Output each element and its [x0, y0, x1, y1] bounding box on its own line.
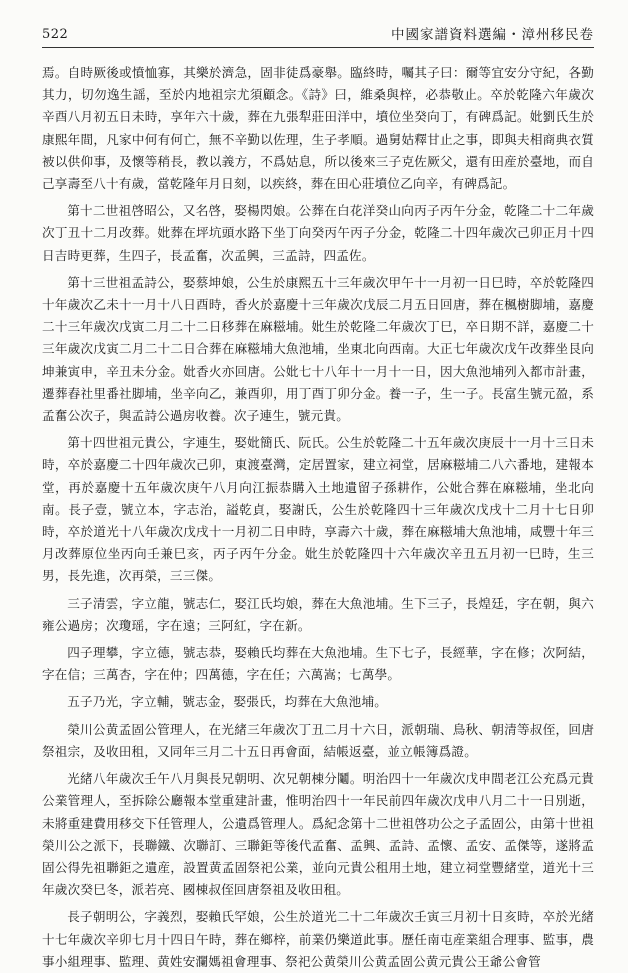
body-text — [42, 62, 594, 973]
paragraph-third-son: 三子清雲，字立龍，號志仁，娶江氏均娘，葬在大魚池埔。生下三子，長煌廷，字在朝，與六雍公過房；次瓊瑶，字在遠；三阿紅，字在新。 — [42, 595, 594, 633]
paragraph-generation-12: 第十二世祖啓昭公，又名啓，娶楊閃娘。公葬在白花洋癸山向丙子丙午分金，乾隆二十二年歲次丁丑十二月改葬。妣葬在坪坑頭水路下坐丁向癸丙午丙子分金，乾隆二十四年歲次己卯正月十四日吉時更葬，生四子，長孟奮，次孟興，三孟詩，四孟佐。 — [42, 203, 594, 263]
paragraph-eldest-son: 長子朝明公，字義烈，娶賴氏罕娘，公生於道光二十二年歲次壬寅三月初十日亥時，卒於光緒十七年歲次辛卯七月十四日午時，葬在鄉梓，前業仍樂道此事。歷任南屯産業組合理事、監事，農事小組理事、監理、黄姓安瀾媽祖會理事、祭祀公黄榮川公黄孟固公黄元貴公王爺公會管 — [42, 909, 594, 969]
page-number: 522 — [42, 27, 69, 42]
paragraph-estate-trustee: 榮川公黄孟固公管理人，在光緒三年歲次丁丑二月十六日，派朝瑞、鳥秋、朝清等叔侄，回唐祭祖宗，及收田租，又同年三月二十五日再會面，結帳返臺，並立帳簿爲證。 — [42, 721, 594, 759]
book-title: 中國家譜資料選編・漳州移民卷 — [391, 27, 594, 43]
paragraph-fourth-son: 四子理攀，字立德，號志恭，娶賴氏均葬在大魚池埔。生下七子，長經華，字在修；次阿結，字在信；三萬杏，字在仲；四萬德，字在任；六萬嵩；七萬學。 — [42, 645, 594, 683]
paragraph-generation-14: 第十四世祖元貴公，字連生，娶妣簡氏、阮氏。公生於乾隆二十五年歲次庚辰十一月十三日未時，卒於嘉慶二十四年歲次己卯，東渡臺灣，定居置家，建立祠堂，居麻糍埔二八六番地，建報本堂，再於嘉慶十五年歲次庚午八月向江振恭購入土地遺留子孫耕作，公妣合葬在麻糍埔，坐北向南。長子壹，號立本，字志治，謚乾貞，娶謝氏，公生於乾隆四十三年歲次戊戌十二月十七日卯時，卒於道光十八年歲次戊戌十一月初二日申時，享壽六十歲，葬在麻糍埔大魚池埔，咸豐十年三月改葬原位坐丙向壬兼巳亥，丙子丙午分金。妣生於乾隆四十六年歲次辛丑五月初一巳時，生三男，長先進，次再榮，三三傑。 — [42, 435, 594, 584]
paragraph-generation-13: 第十三世祖孟詩公，娶蔡坤娘，公生於康熙五十三年歲次甲午十一月初一日巳時，卒於乾隆四十年歲次乙未十一月十八日酉時，香火於嘉慶十三年歲次戊辰二月五日回唐，葬在楓樹脚埔，嘉慶二十三年歲次戊寅二月二十二日移葬在麻糍埔。妣生於乾隆二年歲次丁巳，卒日期不詳，嘉慶二十三年歲次戊寅二月二十二日合葬在麻糍埔大魚池埔，坐東北向西南。大正七年歲次戊午改葬坐艮向坤兼寅申，辛丑未分金。妣香火亦回唐。公妣七十八年十一月十一日，因大魚池埔列入都市計畫，遷葬舂社里番社脚埔，坐辛向乙，兼酉卯，用丁酉丁卯分金。養一子，生一子。長富生號元盈，系孟奮公次子，與孟詩公過房收養。次子連生，號元貴。 — [42, 274, 594, 424]
paragraph-continuation: 焉。自時厥後或憤恤寡，其樂於濟急，固非徒爲豪舉。臨終時，囑其子曰：爾等宜安分守紀，各勤其力，切勿逸生謡，至於内地祖宗尤須顧念。《詩》曰，維桑與梓，必恭敬止。卒於乾隆六年歲次辛酉八月初五日未時，享年六十歲，葬在九張犁莊田洋中，墳位坐癸向丁，有碑爲記。妣劉氏生於康熙年間，凡家中何有何亡，無不辛勤以佐理，生子孝順。過舅姑釋甘止之事，即與夫相商典衣質被以供仰事，及懷等稍長，教以義方，不爲姑息，所以後來三子克佐厥父，還有田産於臺地，而自己享壽至八十有歲，當乾隆年月日刻，以疾終，葬在田心莊墳位乙向辛，有碑爲記。 — [42, 65, 594, 192]
running-header — [42, 26, 594, 48]
paragraph-guangxu-division: 光緒八年歲次壬午八月與長兄朝明、次兄朝棟分鬮。明治四十一年歲次戊申間老江公充爲元貴公業管理人，至拆除公廳報本堂重建計畫，惟明治四十一年民前四年歲次戊申八月二十一日別逝，未將重建費用移交下任管理人，公遺爲管理人。爲紀念第十二世祖啓功公之子孟固公，由第十世祖榮川公之派下，長聯鐵、次聯訂、三聯鉅等後代孟奮、孟興、孟詩、孟懷、孟安、孟傑等，遂將孟固公得先祖聯鉅之遺産，設置黄孟固祭祀公業，並向元貴公租用土地，建立祠堂豐緒堂，道光十三年歲次癸巳冬，派若亮、國棟叔侄回唐祭祖及收田租。 — [42, 771, 594, 898]
paragraph-fifth-son: 五子乃光，字立輔，號志金，娶張氏，均葬在大魚池埔。 — [67, 694, 388, 710]
